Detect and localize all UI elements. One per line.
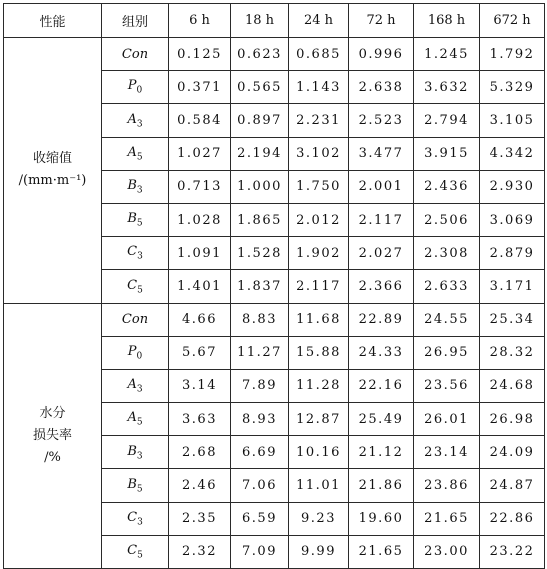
group-subscript: 5 [137,285,143,296]
value-cell: 6.69 [231,436,289,469]
header-24h: 24 h [289,4,349,38]
value-cell: 7.89 [231,369,289,402]
group-cell [102,137,169,170]
group-cell [102,270,169,303]
value-cell: 2.506 [414,203,480,236]
value-cell: 2.32 [169,535,231,568]
value-cell: 2.308 [414,237,480,270]
value-cell: 22.89 [349,303,414,336]
table-body [4,38,545,569]
header-row [4,4,545,38]
group-name: C [127,244,138,260]
property-label-line: 收缩值 [32,151,72,167]
value-cell: 3.069 [480,203,545,236]
value-cell: 5.67 [169,336,231,369]
group-cell [102,436,169,469]
header-672h: 672 h [480,4,545,38]
value-cell: 11.01 [289,469,349,502]
value-cell: 5.329 [480,71,545,104]
group-subscript: 3 [136,384,143,395]
group-name: B [127,443,137,459]
table-row [4,38,545,71]
value-cell: 2.117 [289,270,349,303]
header-property: 性能 [4,4,102,38]
value-cell: 1.028 [169,203,231,236]
value-cell: 4.66 [169,303,231,336]
value-cell: 0.623 [231,38,289,71]
value-cell: 24.87 [480,469,545,502]
value-cell: 0.996 [349,38,414,71]
group-name: B [127,476,137,492]
value-cell: 1.000 [231,170,289,203]
value-cell: 0.584 [169,104,231,137]
value-cell: 8.93 [231,403,289,436]
value-cell: 2.523 [349,104,414,137]
value-cell: 1.528 [231,237,289,270]
group-cell [102,71,169,104]
value-cell: 0.685 [289,38,349,71]
property-label [4,303,102,569]
value-cell: 3.171 [480,270,545,303]
value-cell: 21.12 [349,436,414,469]
value-cell: 2.35 [169,502,231,535]
group-subscript: 3 [137,252,143,263]
value-cell: 8.83 [231,303,289,336]
group-subscript: 5 [136,484,143,495]
value-cell: 9.99 [289,535,349,568]
value-cell: 24.09 [480,436,545,469]
value-cell: 11.68 [289,303,349,336]
group-name: A [127,111,137,127]
value-cell: 2.68 [169,436,231,469]
value-cell: 22.16 [349,369,414,402]
value-cell: 1.902 [289,237,349,270]
group-subscript: 5 [136,417,143,428]
group-subscript: 5 [136,218,143,229]
value-cell: 2.027 [349,237,414,270]
group-cell [102,203,169,236]
value-cell: 3.105 [480,104,545,137]
value-cell: 1.091 [169,237,231,270]
property-label-line: 损失率 [32,427,72,443]
property-label-line: /(mm·m⁻¹) [18,173,87,189]
value-cell: 10.16 [289,436,349,469]
property-label-line: /% [44,449,61,465]
value-cell: 3.915 [414,137,480,170]
value-cell: 24.33 [349,336,414,369]
value-cell: 4.342 [480,137,545,170]
header-group: 组别 [102,4,169,38]
value-cell: 2.930 [480,170,545,203]
group-cell [102,403,169,436]
group-subscript: 3 [137,517,143,528]
value-cell: 11.28 [289,369,349,402]
group-subscript: 5 [136,152,143,163]
header-6h: 6 h [169,4,231,38]
value-cell: 22.86 [480,502,545,535]
value-cell: 11.27 [231,336,289,369]
group-cell [102,369,169,402]
value-cell: 1.401 [169,270,231,303]
value-cell: 24.68 [480,369,545,402]
value-cell: 26.01 [414,403,480,436]
group-name: C [127,509,138,525]
group-name: A [127,377,137,393]
value-cell: 23.86 [414,469,480,502]
group-cell [102,170,169,203]
value-cell: 1.750 [289,170,349,203]
header-72h: 72 h [349,4,414,38]
group-cell [102,469,169,502]
group-subscript: 3 [136,119,143,130]
group-subscript: 3 [136,451,143,462]
group-subscript: 0 [136,86,143,97]
value-cell: 15.88 [289,336,349,369]
value-cell: 1.792 [480,38,545,71]
value-cell: 2.231 [289,104,349,137]
group-cell [102,38,169,71]
value-cell: 7.06 [231,469,289,502]
value-cell: 1.837 [231,270,289,303]
group-name: B [127,178,137,194]
group-name: C [127,277,138,293]
group-name: Con [121,312,149,328]
value-cell: 7.09 [231,535,289,568]
value-cell: 2.46 [169,469,231,502]
value-cell: 0.125 [169,38,231,71]
header-18h: 18 h [231,4,289,38]
group-name: P [127,343,137,359]
group-cell [102,237,169,270]
value-cell: 19.60 [349,502,414,535]
value-cell: 3.63 [169,403,231,436]
value-cell: 1.865 [231,203,289,236]
value-cell: 23.14 [414,436,480,469]
value-cell: 3.102 [289,137,349,170]
group-name: P [127,78,137,94]
group-cell [102,303,169,336]
property-label [4,38,102,304]
value-cell: 24.55 [414,303,480,336]
value-cell: 1.027 [169,137,231,170]
value-cell: 25.34 [480,303,545,336]
value-cell: 23.56 [414,369,480,402]
value-cell: 2.436 [414,170,480,203]
value-cell: 26.98 [480,403,545,436]
group-cell [102,104,169,137]
value-cell: 2.879 [480,237,545,270]
value-cell: 2.794 [414,104,480,137]
value-cell: 2.633 [414,270,480,303]
group-subscript: 0 [136,351,143,362]
value-cell: 21.65 [414,502,480,535]
value-cell: 21.65 [349,535,414,568]
group-subscript: 5 [137,550,143,561]
group-cell [102,336,169,369]
value-cell: 0.371 [169,71,231,104]
value-cell: 2.012 [289,203,349,236]
value-cell: 0.565 [231,71,289,104]
table-row [4,303,545,336]
group-name: Con [121,46,149,62]
value-cell: 9.23 [289,502,349,535]
value-cell: 23.00 [414,535,480,568]
group-name: A [127,144,137,160]
value-cell: 28.32 [480,336,545,369]
group-name: A [127,410,137,426]
value-cell: 0.897 [231,104,289,137]
value-cell: 3.477 [349,137,414,170]
value-cell: 2.117 [349,203,414,236]
value-cell: 3.632 [414,71,480,104]
value-cell: 3.14 [169,369,231,402]
value-cell: 2.638 [349,71,414,104]
group-name: C [127,543,138,559]
value-cell: 1.245 [414,38,480,71]
group-name: B [127,211,137,227]
value-cell: 12.87 [289,403,349,436]
value-cell: 2.194 [231,137,289,170]
value-cell: 2.366 [349,270,414,303]
property-label-line: 水分 [39,405,66,421]
value-cell: 0.713 [169,170,231,203]
data-table [3,3,545,569]
header-168h: 168 h [414,4,480,38]
value-cell: 2.001 [349,170,414,203]
value-cell: 21.86 [349,469,414,502]
group-cell [102,535,169,568]
value-cell: 26.95 [414,336,480,369]
value-cell: 6.59 [231,502,289,535]
value-cell: 1.143 [289,71,349,104]
group-subscript: 3 [136,185,143,196]
value-cell: 25.49 [349,403,414,436]
value-cell: 23.22 [480,535,545,568]
group-cell [102,502,169,535]
